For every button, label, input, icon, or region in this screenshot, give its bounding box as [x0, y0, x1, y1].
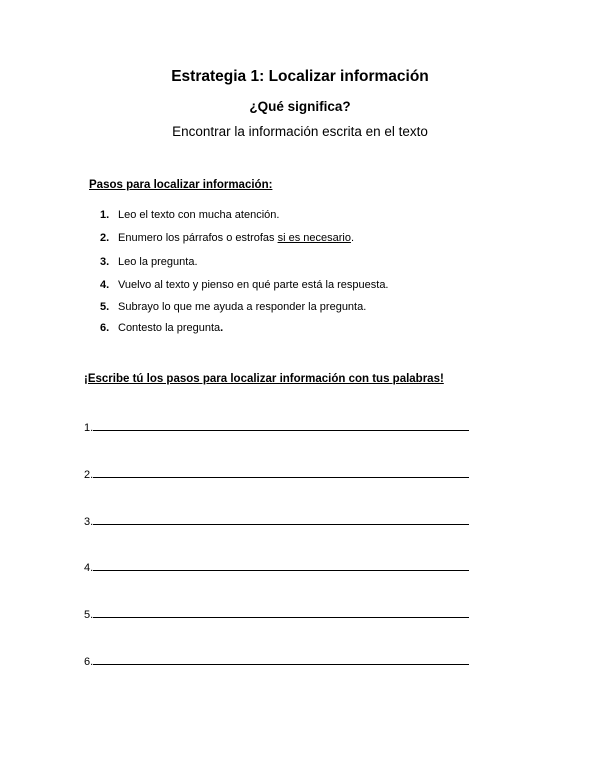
answer-line-number: 1. [84, 422, 94, 434]
step-number: 6. [100, 322, 110, 334]
step-item [100, 322, 223, 334]
answer-line[interactable] [84, 418, 469, 434]
step-number: 3. [100, 256, 110, 268]
step-text-underlined: si es necesario [277, 232, 351, 244]
step-text: Contesto la pregunta [118, 322, 221, 334]
answer-line-number: 3. [84, 516, 94, 528]
step-number: 2. [100, 232, 110, 244]
step-number: 5. [100, 301, 110, 313]
step-text: Leo la pregunta. [118, 256, 198, 268]
answer-line[interactable] [84, 605, 469, 621]
answer-line-rule [93, 652, 469, 665]
answer-line[interactable] [84, 652, 469, 668]
answer-line-rule [93, 605, 469, 618]
step-item [100, 232, 354, 244]
step-text: Vuelvo al texto y pienso en qué parte está la respuesta. [118, 279, 389, 291]
step-text: Subrayo lo que me ayuda a responder la pregunta. [118, 301, 367, 313]
step-item [100, 209, 279, 221]
step-text: Enumero los párrafos o estrofas [118, 232, 278, 244]
step-number: 4. [100, 279, 110, 291]
answer-line[interactable] [84, 558, 469, 574]
answer-line-rule [93, 418, 469, 431]
step-number: 1. [100, 209, 110, 221]
answer-line-number: 6. [84, 656, 94, 668]
answer-line-number: 5. [84, 609, 94, 621]
answer-line-number: 4. [84, 562, 94, 574]
steps-heading: Pasos para localizar información: [89, 179, 273, 191]
answer-line[interactable] [84, 512, 469, 528]
answer-line[interactable] [84, 465, 469, 481]
write-heading: ¡Escribe tú los pasos para localizar información con tus palabras! [84, 373, 444, 385]
step-text-end: . [220, 322, 224, 334]
answer-line-rule [93, 558, 469, 571]
page-subtitle: ¿Qué significa? [249, 99, 351, 114]
step-item [100, 279, 389, 291]
step-text-end: . [350, 232, 355, 244]
page-title: Estrategia 1: Localizar información [171, 68, 429, 85]
answer-line-rule [93, 512, 469, 525]
step-text: Leo el texto con mucha atención. [118, 209, 280, 221]
step-item [100, 301, 366, 313]
step-item [100, 256, 198, 268]
answer-line-rule [93, 465, 469, 478]
strategy-definition: Encontrar la información escrita en el texto [172, 124, 428, 139]
answer-line-number: 2. [84, 469, 94, 481]
